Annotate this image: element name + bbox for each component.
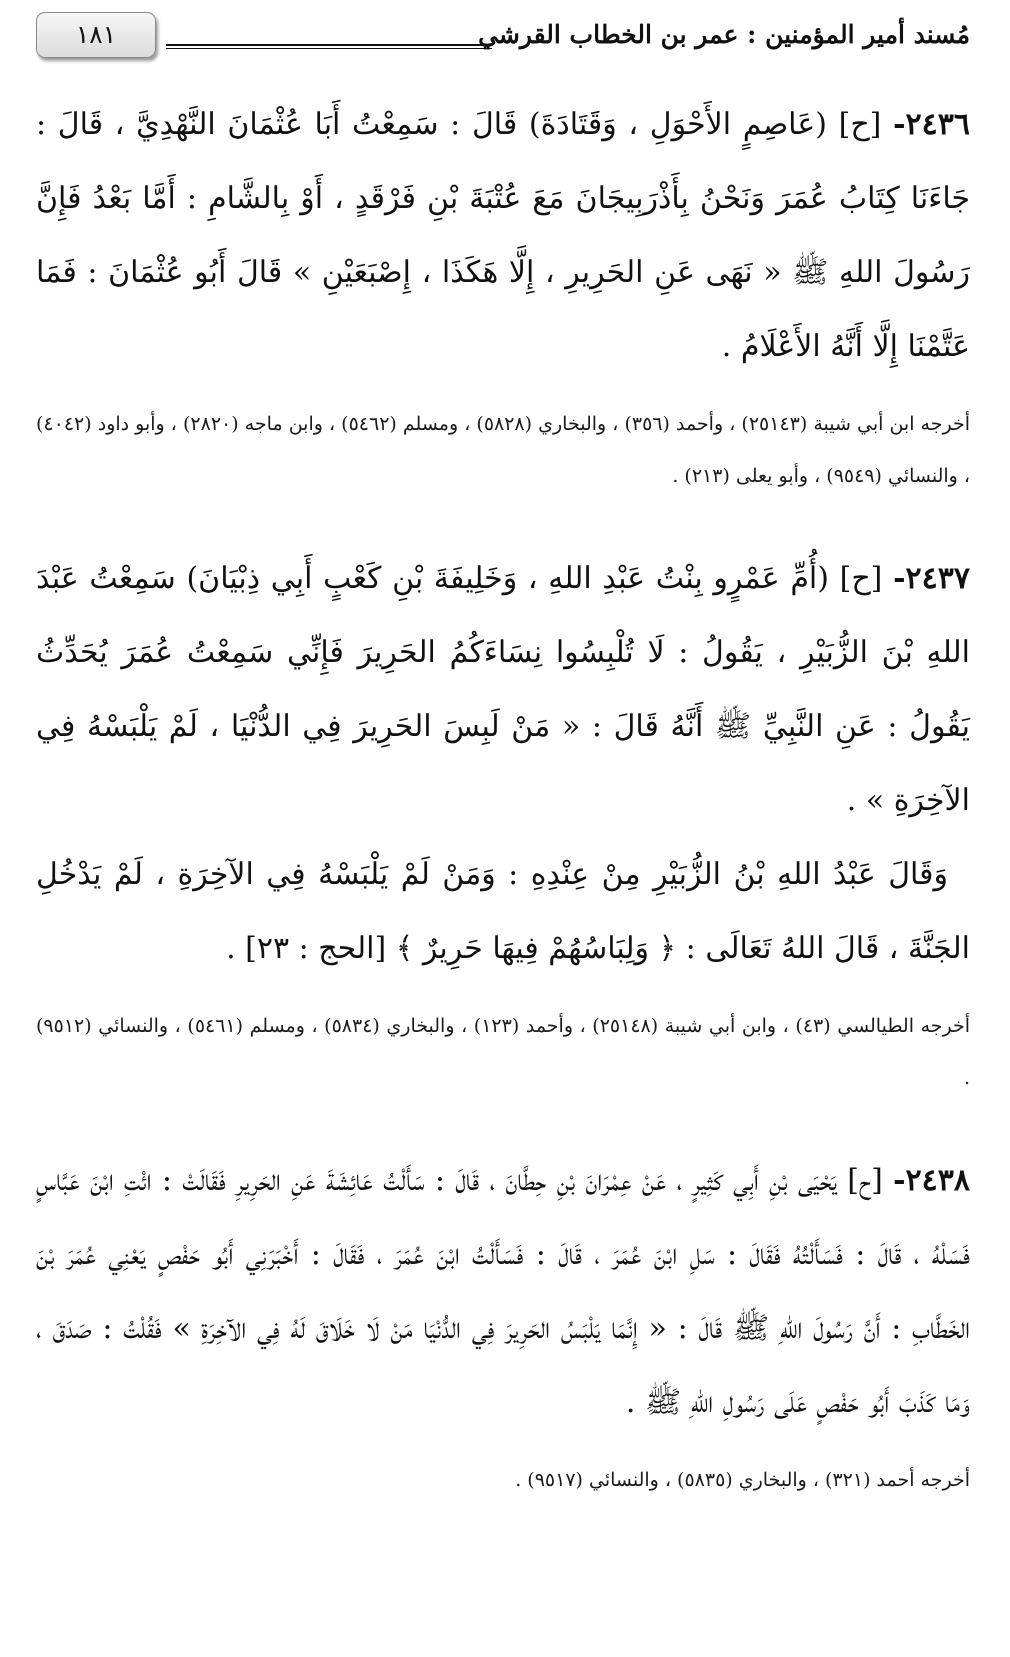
running-title: مُسند أمير المؤمنين : عمر بن الخطاب القرشي xyxy=(478,20,970,49)
hadith-text xyxy=(36,1144,970,1440)
header-rule xyxy=(166,44,492,46)
hadith-number: ٢٤٣٧- xyxy=(893,561,970,596)
takhrij-note: أخرجه ابن أبي شيبة (٢٥١٤٣) ، وأحمد (٣٥٦) ، والبخاري (٥٨٢٨) ، ومسلم (٥٤٦٢) ، وابن ماجه (٢٨٢٠) ، وأبو داود (٤٠٤٢) ، والنسائي (٩٥٤٩) ، وأبو يعلى (٢١٣) . xyxy=(36,413,970,487)
book-page xyxy=(36,0,970,1657)
hadith-body: [ح] (عَاصِمٍ الأَحْوَلِ ، وَقَتَادَةَ) قَالَ : سَمِعْتُ أَبَا عُثْمَانَ النَّهْدِيَّ ، قَالَ : جَاءَنَا كِتَابُ عُمَرَ وَنَحْنُ بِأَذْرَبِيجَانَ مَعَ عُتْبَةَ بْنِ فَرْقَدٍ ، أَوْ بِالشَّامِ : أَمَّا بَعْدُ فَإِنَّ رَسُولَ اللهِ ﷺ « نَهَى عَنِ الحَرِيرِ ، إِلَّا هَكَذَا ، إِصْبَعَيْنِ » قَالَ أَبُو عُثْمَانَ : فَمَا عَتَّمْنَا إِلَّا أَنَّهُ الأَعْلَامُ . xyxy=(36,107,970,364)
hadith-continuation: وَقَالَ عَبْدُ اللهِ بْنُ الزُّبَيْرِ مِنْ عِنْدِهِ : وَمَنْ لَمْ يَلْبَسْهُ فِي الآخِرَةِ ، لَمْ يَدْخُلِ الجَنَّةَ ، قَالَ اللهُ تَعَالَى : ﴿ وَلِبَاسُهُمْ فِيهَا حَرِيرٌ ﴾ [الحج : ٢٣] . xyxy=(36,857,970,966)
hadith-number: ٢٤٣٨- xyxy=(893,1163,970,1198)
hadith-block-2437 xyxy=(36,542,970,1104)
hadith-block-2436 xyxy=(36,88,970,502)
hadith-number: ٢٤٣٦- xyxy=(893,107,970,142)
hadith-block-2438 xyxy=(36,1144,970,1506)
header-rule-thin xyxy=(166,48,492,49)
hadith-body: [ح] يَحْيَى بْنِ أَبِي كَثِيرٍ ، عَنْ عِمْرَانَ بْنِ حِطَّانَ ، قَالَ : سَأَلْتُ عَائِشَةَ عَنِ الحَرِيرِ فَقَالَتْ : ائْتِ ابْنَ عَبَّاسٍ فَسَلْهُ ، قَالَ : فَسَأَلْتُهُ فَقَالَ : سَلِ ابْنَ عُمَرَ ، قَالَ : فَسَأَلْتُ ابْنَ عُمَرَ ، فَقَالَ : أَخْبَرَنِي أَبُو حَفْصٍ يَعْنِي عُمَرَ بْنَ الخَطَّابِ : أَنَّ رَسُولَ اللهِ ﷺ قَالَ : « إِنَّمَا يَلْبَسُ الحَرِيرَ فِي الدُّنْيَا مَنْ لَا خَلَاقَ لَهُ فِي الآخِرَةِ » فَقُلْتُ : صَدَقَ ، وَمَا كَذَبَ أَبُو حَفْصٍ عَلَى رَسُولِ اللهِ ﷺ . xyxy=(36,1163,970,1420)
page-number: ١٨١ xyxy=(36,12,156,58)
page-content xyxy=(36,88,970,1546)
page-header xyxy=(36,12,970,60)
takhrij-note: أخرجه أحمد (٣٢١) ، والبخاري (٥٨٣٥) ، والنسائي (٩٥١٧) . xyxy=(515,1469,970,1491)
hadith-text xyxy=(36,88,970,384)
hadith-body: [ح] (أُمِّ عَمْرٍو بِنْتُ عَبْدِ اللهِ ، وَخَلِيفَةَ بْنِ كَعْبٍ أَبِي ذِبْيَانَ) سَمِعْتُ عَبْدَ اللهِ بْنَ الزُّبَيْرِ ، يَقُولُ : لَا تُلْبِسُوا نِسَاءَكُمُ الحَرِيرَ فَإِنِّي سَمِعْتُ عُمَرَ يُحَدِّثُ يَقُولُ : عَنِ النَّبِيِّ ﷺ أَنَّهُ قَالَ : « مَنْ لَبِسَ الحَرِيرَ فِي الدُّنْيَا ، لَمْ يَلْبَسْهُ فِي الآخِرَةِ » . xyxy=(36,561,970,818)
hadith-text xyxy=(36,542,970,838)
takhrij-note: أخرجه الطيالسي (٤٣) ، وابن أبي شيبة (٢٥١٤٨) ، وأحمد (١٢٣) ، والبخاري (٥٨٣٤) ، ومسلم (٥٤٦١) ، والنسائي (٩٥١٢) . xyxy=(36,1015,971,1089)
